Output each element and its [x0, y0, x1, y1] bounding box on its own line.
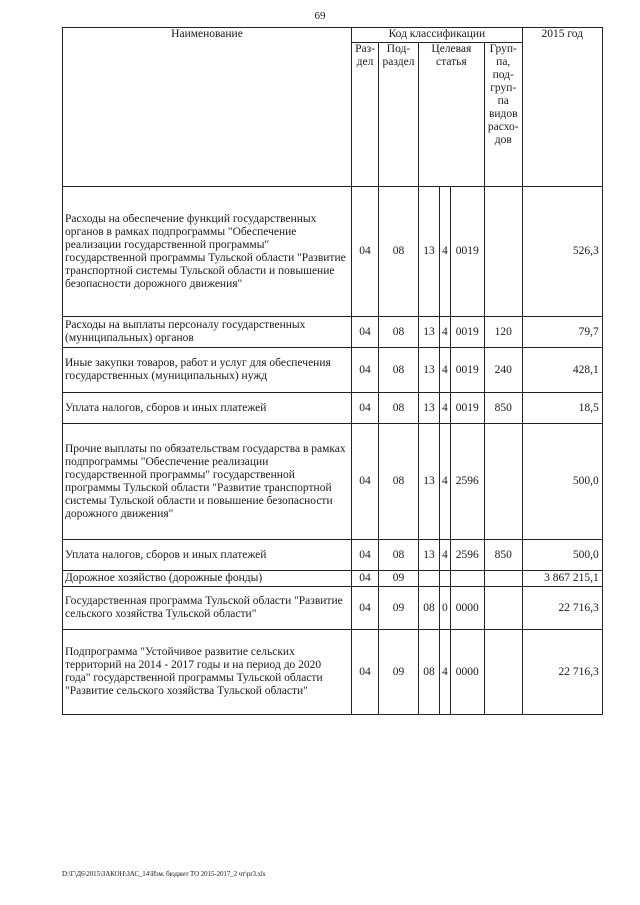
header-classification: Код классификации: [352, 28, 523, 43]
row-amount: 428,1: [522, 348, 602, 393]
row-target-code: 2596: [450, 424, 484, 540]
row-target-code: 2596: [450, 540, 484, 571]
row-expense-group: [484, 187, 522, 317]
row-target-program: 13: [419, 348, 440, 393]
row-expense-group: [484, 630, 522, 715]
row-subsection: 08: [379, 540, 419, 571]
row-subsection: 08: [379, 393, 419, 424]
table-row: [63, 424, 603, 540]
row-name: Дорожное хозяйство (дорожные фонды): [63, 571, 352, 587]
row-target-code: 0019: [450, 348, 484, 393]
row-expense-group: 850: [484, 393, 522, 424]
table-row: [63, 540, 603, 571]
row-target-program: 08: [419, 630, 440, 715]
row-target-subprogram: 4: [440, 630, 451, 715]
row-amount: 22 716,3: [522, 587, 602, 630]
row-section: 04: [352, 540, 379, 571]
row-target-code: 0019: [450, 317, 484, 348]
row-name: Уплата налогов, сборов и иных платежей: [63, 393, 352, 424]
row-subsection: 08: [379, 424, 419, 540]
row-target-subprogram: [440, 571, 451, 587]
row-section: 04: [352, 587, 379, 630]
row-expense-group: [484, 587, 522, 630]
row-name: Государственная программа Тульской области "Развитие сельского хозяйства Тульской области": [63, 587, 352, 630]
row-section: 04: [352, 571, 379, 587]
row-amount: 79,7: [522, 317, 602, 348]
row-subsection: 08: [379, 187, 419, 317]
row-target-subprogram: 4: [440, 317, 451, 348]
row-expense-group: [484, 571, 522, 587]
row-target-subprogram: 4: [440, 424, 451, 540]
row-name: Подпрограмма "Устойчивое развитие сельских территорий на 2014 - 2017 годы и на период до 2020 года" государственной программы Тульской области "Развитие сельского хозяйства Тульской области": [63, 630, 352, 715]
row-name: Расходы на обеспечение функций государственных органов в рамках подпрограммы "Обеспечение реализации государственной программы" государственной программы Тульской области "Развитие транспортной системы Тульской области и повышение безопасности дорожного движения": [63, 187, 352, 317]
row-target-program: [419, 571, 440, 587]
row-target-subprogram: 4: [440, 393, 451, 424]
row-section: 04: [352, 317, 379, 348]
row-amount: 22 716,3: [522, 630, 602, 715]
row-name: Уплата налогов, сборов и иных платежей: [63, 540, 352, 571]
row-target-program: 13: [419, 393, 440, 424]
file-path-footer: D:\Г\Д6\2015\ЗАКОН\ЗАС_14\Изм. бюджет ТО 2015-2017_2 чт\pr3.xls: [62, 870, 266, 878]
row-expense-group: 850: [484, 540, 522, 571]
row-subsection: 08: [379, 317, 419, 348]
table-row: [63, 348, 603, 393]
header-group: Груп- па, под- груп- па видов расхо- дов: [484, 43, 522, 187]
row-target-program: 13: [419, 540, 440, 571]
row-subsection: 09: [379, 630, 419, 715]
row-target-code: 0019: [450, 187, 484, 317]
row-expense-group: [484, 424, 522, 540]
row-amount: 500,0: [522, 424, 602, 540]
row-target-program: 13: [419, 317, 440, 348]
row-target-subprogram: 4: [440, 187, 451, 317]
row-name: Прочие выплаты по обязательствам государства в рамках подпрограммы "Обеспечение реализации государственной программы" государственной программы Тульской области "Развитие транспортной системы Тульской области и повышение безопасности дорожного движения": [63, 424, 352, 540]
table-row: [63, 571, 603, 587]
row-target-subprogram: 4: [440, 348, 451, 393]
row-target-program: 13: [419, 424, 440, 540]
table-row: [63, 393, 603, 424]
header-section: Раз- дел: [352, 43, 379, 187]
row-subsection: 09: [379, 571, 419, 587]
row-amount: 18,5: [522, 393, 602, 424]
row-section: 04: [352, 424, 379, 540]
row-subsection: 09: [379, 587, 419, 630]
row-amount: 526,3: [522, 187, 602, 317]
row-target-program: 08: [419, 587, 440, 630]
header-name: Наименование: [63, 28, 352, 187]
budget-table: [62, 27, 603, 715]
header-target: Целевая статья: [419, 43, 485, 187]
row-target-code: 0000: [450, 587, 484, 630]
page-number: 69: [314, 10, 326, 22]
row-section: 04: [352, 393, 379, 424]
row-amount: 3 867 215,1: [522, 571, 602, 587]
row-expense-group: 240: [484, 348, 522, 393]
row-target-subprogram: 4: [440, 540, 451, 571]
header-subsection: Под- раздел: [379, 43, 419, 187]
row-subsection: 08: [379, 348, 419, 393]
row-amount: 500,0: [522, 540, 602, 571]
row-target-code: 0019: [450, 393, 484, 424]
table-row: [63, 587, 603, 630]
row-section: 04: [352, 348, 379, 393]
row-target-code: [450, 571, 484, 587]
table-row: [63, 317, 603, 348]
row-name: Иные закупки товаров, работ и услуг для обеспечения государственных (муниципальных) нужд: [63, 348, 352, 393]
row-target-program: 13: [419, 187, 440, 317]
row-expense-group: 120: [484, 317, 522, 348]
row-target-code: 0000: [450, 630, 484, 715]
table-row: [63, 187, 603, 317]
table-row: [63, 630, 603, 715]
row-section: 04: [352, 187, 379, 317]
header-year: 2015 год: [522, 28, 602, 187]
row-target-subprogram: 0: [440, 587, 451, 630]
row-name: Расходы на выплаты персоналу государственных (муниципальных) органов: [63, 317, 352, 348]
row-section: 04: [352, 630, 379, 715]
